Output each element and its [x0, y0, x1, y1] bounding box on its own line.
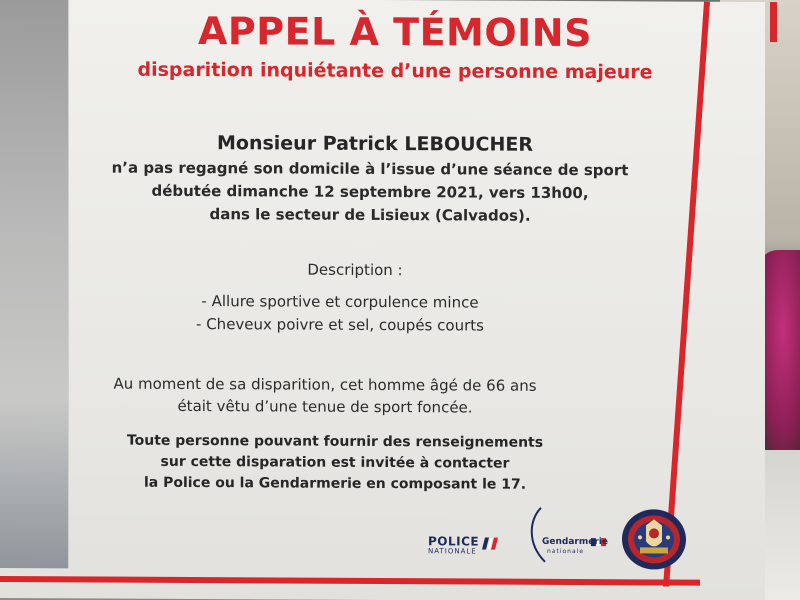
circumstance-line: débutée dimanche 12 septembre 2021, vers 13h00,: [151, 181, 589, 203]
red-border-right: [663, 2, 710, 587]
clothing-line: Au moment de sa disparition, cet homme âgé de 66 ans: [113, 374, 537, 395]
contact-line: la Police ou la Gendarmerie en composant le 17.: [143, 474, 527, 493]
poster-subtitle: disparition inquiétante d’une personne majeure: [137, 58, 653, 84]
circumstance-line: n’a pas regagné son domicile à l’issue d’une séance de sport: [111, 158, 629, 180]
contact-line: Toute personne pouvant fournir des renseignements: [126, 432, 544, 451]
red-border-bottom: [0, 576, 700, 586]
gendarmerie-swoosh-icon: [525, 506, 610, 566]
missing-person-name: Monsieur Patrick LEBOUCHER: [216, 132, 534, 156]
police-logo-sub: NATIONALE: [428, 547, 477, 556]
gendarmerie-logo-sub: nationale: [547, 547, 585, 556]
description-heading: Description :: [307, 260, 403, 280]
description-item: - Allure sportive et corpulence mince: [201, 292, 479, 312]
police-flag-icon: [481, 536, 499, 554]
contact-line: sur cette disparation est invitée à contacter: [160, 453, 510, 472]
red-border-outer: [770, 2, 777, 42]
description-item: - Cheveux poivre et sel, coupés courts: [196, 315, 484, 335]
police-logo-word: POLICE: [428, 534, 480, 549]
gendarmerie-seal-icon: [620, 507, 688, 571]
circumstance-line: dans le secteur de Lisieux (Calvados).: [209, 205, 531, 225]
gendarmerie-nationale-logo: [525, 506, 610, 566]
police-nationale-logo: [428, 535, 520, 561]
clothing-line: était vêtu d’une tenue de sport foncée.: [177, 396, 473, 417]
poster-title: APPEL À TÉMOINS: [198, 9, 592, 56]
gendarmerie-logo-word: Gendarmerie: [542, 536, 608, 548]
